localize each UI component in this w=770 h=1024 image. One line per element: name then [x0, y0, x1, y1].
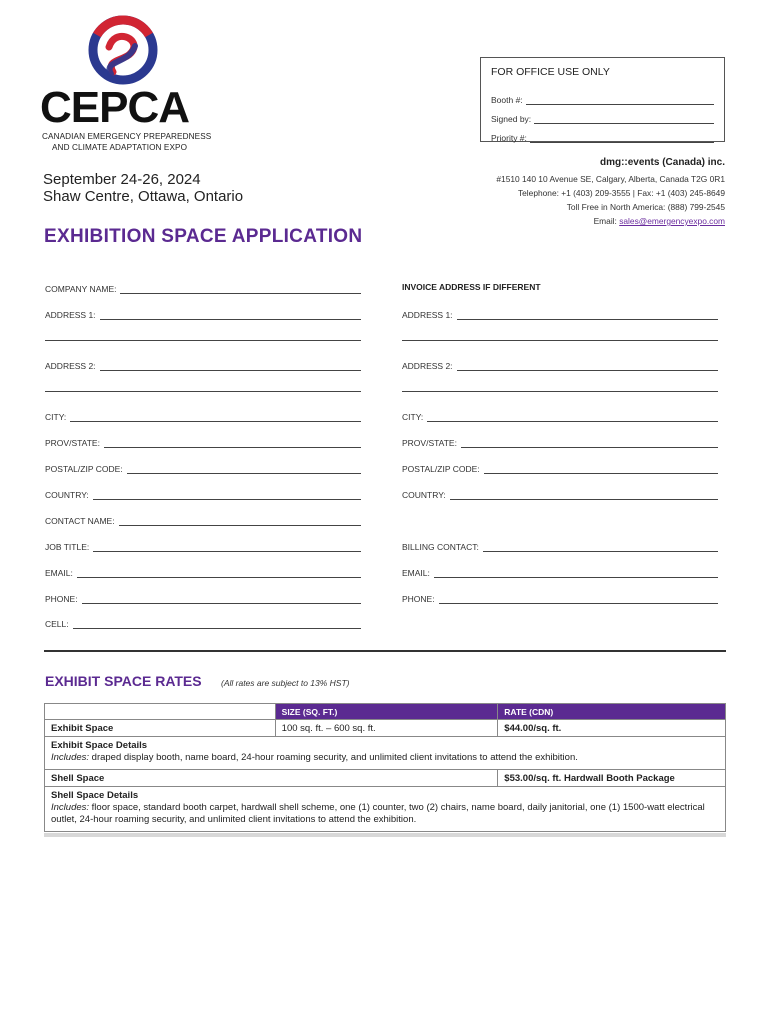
country-row [45, 486, 361, 500]
invoice-address1-continuation-field[interactable] [402, 340, 718, 341]
address2-field[interactable] [100, 361, 361, 371]
company-name-row [45, 280, 361, 294]
company-name-field[interactable] [120, 284, 361, 294]
invoice-country-field[interactable] [450, 490, 718, 500]
phone-row [45, 590, 361, 604]
exhibit-details-text: draped display booth, name board, 24-hour roaming security, and unlimited client invitations to attend the exhibition. [89, 752, 578, 763]
shell-details-row [45, 787, 726, 832]
billing-contact-field[interactable] [483, 542, 718, 552]
cell-field[interactable] [73, 619, 361, 629]
cell-label: CELL: [45, 619, 69, 629]
address1-field[interactable] [100, 310, 361, 320]
address2-row [45, 357, 361, 371]
shell-details-text: floor space, standard booth carpet, hardwall shell scheme, one (1) counter, two (2) chairs, name board, daily janitorial, one (1) 1500-watt electrical outlet, 24-hour roaming security, and unlimited client invitations to attend the exhibition. [51, 802, 705, 825]
organizer-email-link[interactable]: sales@emergencyexpo.com [619, 216, 725, 226]
shell-space-row [45, 770, 726, 787]
organizer-email-row [496, 214, 725, 228]
invoice-prov-state-label: PROV/STATE: [402, 438, 457, 448]
address1-row [45, 306, 361, 320]
invoice-address2-continuation-field[interactable] [402, 391, 718, 392]
invoice-prov-state-field[interactable] [461, 438, 718, 448]
office-use-title: FOR OFFICE USE ONLY [491, 66, 610, 78]
postal-code-field[interactable] [127, 464, 361, 474]
email-label: EMAIL: [45, 568, 73, 578]
rates-header-blank [45, 704, 276, 720]
logo-subtitle-line2: AND CLIMATE ADAPTATION EXPO [52, 143, 188, 152]
phone-field[interactable] [82, 594, 361, 604]
invoice-city-field[interactable] [427, 412, 718, 422]
address1-continuation-field[interactable] [45, 340, 361, 341]
city-label: CITY: [45, 412, 67, 422]
shell-space-rate: $53.00/sq. ft. Hardwall Booth Package [498, 770, 726, 787]
prov-state-row [45, 434, 361, 448]
logo-subtitle [42, 131, 211, 153]
invoice-prov-state-row [402, 434, 718, 448]
signed-by-row [491, 105, 714, 124]
country-field[interactable] [93, 490, 361, 500]
signed-by-label: Signed by: [491, 114, 532, 124]
invoice-postal-code-label: POSTAL/ZIP CODE: [402, 464, 480, 474]
invoice-country-row [402, 486, 718, 500]
logo-subtitle-line1: CANADIAN EMERGENCY PREPAREDNESS [42, 132, 212, 141]
booth-number-field[interactable] [526, 95, 714, 105]
organizer-info [496, 156, 725, 228]
cell-row [45, 615, 361, 629]
contact-name-field[interactable] [119, 516, 361, 526]
shell-space-name: Shell Space [45, 770, 498, 787]
exhibit-details-cell [45, 737, 726, 770]
invoice-address2-label: ADDRESS 2: [402, 361, 453, 371]
exhibit-space-size: 100 sq. ft. – 600 sq. ft. [275, 720, 498, 737]
organizer-name: dmg::events (Canada) inc. [599, 157, 725, 168]
shell-details-cell [45, 787, 726, 832]
booth-number-row [491, 86, 714, 105]
rates-col-rate: RATE (CDN) [498, 704, 726, 720]
event-date: September 24-26, 2024 [43, 171, 201, 188]
prov-state-field[interactable] [104, 438, 361, 448]
exhibit-includes-label: Includes: [51, 752, 90, 763]
exhibit-details-title: Exhibit Space Details [51, 740, 148, 751]
rates-table [44, 703, 726, 832]
booth-number-label: Booth #: [491, 95, 523, 105]
city-field[interactable] [70, 412, 361, 422]
organizer-phone-fax: Telephone: +1 (403) 209-3555 | Fax: +1 (403) 245-8649 [517, 188, 725, 198]
invoice-address1-label: ADDRESS 1: [402, 310, 453, 320]
priority-field[interactable] [530, 133, 714, 143]
address1-label: ADDRESS 1: [45, 310, 96, 320]
organizer-tollfree: Toll Free in North America: (888) 799-2545 [566, 202, 725, 212]
job-title-row [45, 538, 361, 552]
email-row [45, 564, 361, 578]
address2-continuation-field[interactable] [45, 391, 361, 392]
priority-row [491, 124, 714, 143]
section-divider [44, 650, 726, 652]
job-title-label: JOB TITLE: [45, 542, 90, 552]
office-use-box [480, 57, 725, 142]
job-title-field[interactable] [93, 542, 361, 552]
invoice-phone-row [402, 590, 718, 604]
invoice-email-label: EMAIL: [402, 568, 430, 578]
email-field[interactable] [77, 568, 361, 578]
invoice-postal-code-field[interactable] [484, 464, 718, 474]
rates-note: (All rates are subject to 13% HST) [221, 678, 350, 688]
phone-label: PHONE: [45, 594, 78, 604]
exhibit-space-name: Exhibit Space [45, 720, 276, 737]
rates-header-row [45, 704, 726, 720]
exhibit-details-row [45, 737, 726, 770]
application-title: EXHIBITION SPACE APPLICATION [44, 226, 363, 247]
exhibit-space-rate: $44.00/sq. ft. [498, 720, 726, 737]
priority-label: Priority #: [491, 133, 527, 143]
invoice-city-row [402, 408, 718, 422]
city-row [45, 408, 361, 422]
invoice-country-label: COUNTRY: [402, 490, 446, 500]
invoice-address1-field[interactable] [457, 310, 718, 320]
logo-wordmark: CEPCA [40, 83, 190, 132]
contact-name-row [45, 512, 361, 526]
postal-code-label: POSTAL/ZIP CODE: [45, 464, 123, 474]
invoice-address1-row [402, 306, 718, 320]
invoice-city-label: CITY: [402, 412, 424, 422]
event-venue: Shaw Centre, Ottawa, Ontario [43, 188, 244, 205]
postal-code-row [45, 460, 361, 474]
invoice-email-row [402, 564, 718, 578]
shell-details-title: Shell Space Details [51, 790, 139, 801]
rates-title: EXHIBIT SPACE RATES [45, 673, 202, 689]
billing-contact-label: BILLING CONTACT: [402, 542, 479, 552]
signed-by-field[interactable] [534, 114, 714, 124]
contact-name-label: CONTACT NAME: [45, 516, 115, 526]
rates-col-size: SIZE (SQ. FT.) [275, 704, 498, 720]
invoice-postal-code-row [402, 460, 718, 474]
organizer-address: #1510 140 10 Avenue SE, Calgary, Alberta, Canada T2G 0R1 [496, 174, 725, 184]
organizer-email-label: Email: [593, 216, 620, 226]
company-name-label: COMPANY NAME: [45, 284, 117, 294]
billing-contact-row [402, 538, 718, 552]
table-shadow [44, 833, 726, 837]
prov-state-label: PROV/STATE: [45, 438, 100, 448]
invoice-address2-field[interactable] [457, 361, 718, 371]
invoice-address2-row [402, 357, 718, 371]
invoice-phone-field[interactable] [439, 594, 718, 604]
invoice-address-heading: INVOICE ADDRESS IF DIFFERENT [402, 282, 541, 292]
invoice-phone-label: PHONE: [402, 594, 435, 604]
address2-label: ADDRESS 2: [45, 361, 96, 371]
exhibit-space-row [45, 720, 726, 737]
invoice-email-field[interactable] [434, 568, 718, 578]
shell-includes-label: Includes: [51, 802, 90, 813]
country-label: COUNTRY: [45, 490, 89, 500]
